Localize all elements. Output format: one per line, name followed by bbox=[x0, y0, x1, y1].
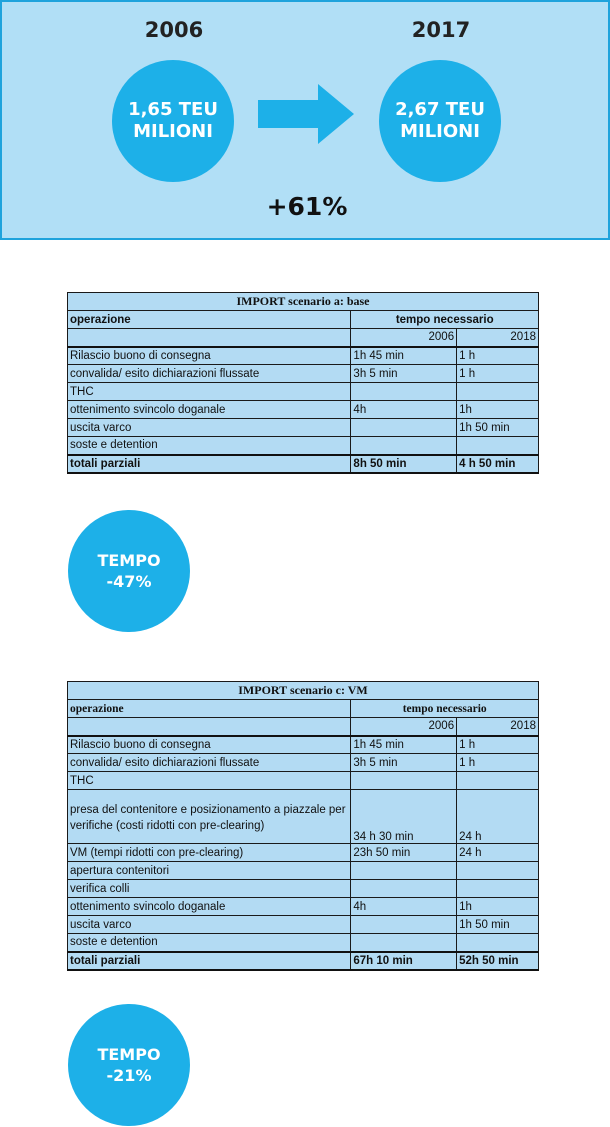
table-title: IMPORT scenario c: VM bbox=[68, 682, 539, 700]
time-cell: 4h bbox=[351, 401, 457, 419]
time-cell: 1 h bbox=[457, 754, 539, 772]
operation-cell: soste e detention bbox=[68, 934, 351, 952]
time-cell: 3h 5 min bbox=[351, 365, 457, 383]
table-row bbox=[68, 401, 539, 419]
teu-2017-unit: MILIONI bbox=[400, 121, 480, 142]
operation-cell: convalida/ esito dichiarazioni flussate bbox=[68, 754, 351, 772]
totals-2018: 52h 50 min bbox=[457, 952, 539, 970]
tempo-c-circle bbox=[68, 1004, 190, 1126]
table-row bbox=[68, 383, 539, 401]
column-header-time: tempo necessario bbox=[351, 700, 539, 718]
table-row bbox=[68, 844, 539, 862]
operation-cell: Rilascio buono di consegna bbox=[68, 347, 351, 365]
tempo-label: TEMPO bbox=[97, 1045, 161, 1064]
time-cell bbox=[351, 419, 457, 437]
time-cell bbox=[457, 437, 539, 455]
empty-cell bbox=[68, 329, 351, 347]
table-row bbox=[68, 916, 539, 934]
year-header: 2006 bbox=[351, 718, 457, 736]
operation-cell: verifica colli bbox=[68, 880, 351, 898]
operation-cell: VM (tempi ridotti con pre-clearing) bbox=[68, 844, 351, 862]
operation-cell: soste e detention bbox=[68, 437, 351, 455]
time-cell: 1h bbox=[457, 401, 539, 419]
operation-cell: THC bbox=[68, 772, 351, 790]
time-cell: 1h 50 min bbox=[457, 916, 539, 934]
tempo-label: TEMPO bbox=[97, 551, 161, 570]
operation-cell: THC bbox=[68, 383, 351, 401]
operation-cell: apertura contenitori bbox=[68, 862, 351, 880]
year-right-label: 2017 bbox=[411, 18, 471, 42]
time-cell bbox=[351, 772, 457, 790]
teu-2017-value: 2,67 TEU bbox=[395, 99, 485, 120]
time-cell bbox=[457, 862, 539, 880]
time-cell: 24 h bbox=[457, 790, 539, 844]
time-cell: 1 h bbox=[457, 365, 539, 383]
time-cell bbox=[351, 383, 457, 401]
time-cell bbox=[457, 880, 539, 898]
table-row bbox=[68, 736, 539, 754]
table-row bbox=[68, 437, 539, 455]
table-row bbox=[68, 772, 539, 790]
time-cell: 1 h bbox=[457, 347, 539, 365]
operation-cell: uscita varco bbox=[68, 419, 351, 437]
time-cell: 1 h bbox=[457, 736, 539, 754]
tempo-percentage: -47% bbox=[106, 572, 152, 591]
table-row bbox=[68, 419, 539, 437]
time-cell bbox=[351, 916, 457, 934]
teu-2006-unit: MILIONI bbox=[133, 121, 213, 142]
import-scenario-c-table bbox=[67, 681, 539, 971]
table-row bbox=[68, 880, 539, 898]
time-cell bbox=[351, 880, 457, 898]
totals-2006: 67h 10 min bbox=[351, 952, 457, 970]
tempo-percentage: -21% bbox=[106, 1066, 152, 1085]
time-cell: 4h bbox=[351, 898, 457, 916]
totals-label: totali parziali bbox=[68, 952, 351, 970]
totals-label: totali parziali bbox=[68, 455, 351, 473]
import-scenario-a-table bbox=[67, 292, 539, 474]
totals-row bbox=[68, 455, 539, 473]
time-cell bbox=[457, 383, 539, 401]
totals-row bbox=[68, 952, 539, 970]
operation-cell: uscita varco bbox=[68, 916, 351, 934]
time-cell: 1h 50 min bbox=[457, 419, 539, 437]
totals-2018: 4 h 50 min bbox=[457, 455, 539, 473]
table-row bbox=[68, 790, 539, 844]
totals-2006: 8h 50 min bbox=[351, 455, 457, 473]
column-header-operation: operazione bbox=[68, 311, 351, 329]
operation-cell: convalida/ esito dichiarazioni flussate bbox=[68, 365, 351, 383]
teu-2006-value: 1,65 TEU bbox=[128, 99, 218, 120]
growth-percentage: +61% bbox=[266, 192, 348, 221]
time-cell bbox=[351, 437, 457, 455]
table-row bbox=[68, 365, 539, 383]
table-row bbox=[68, 934, 539, 952]
year-header: 2018 bbox=[457, 329, 539, 347]
time-cell bbox=[351, 862, 457, 880]
column-header-operation: operazione bbox=[68, 700, 351, 718]
time-cell: 1h bbox=[457, 898, 539, 916]
growth-banner bbox=[0, 0, 610, 240]
time-cell: 24 h bbox=[457, 844, 539, 862]
empty-cell bbox=[68, 718, 351, 736]
time-cell: 3h 5 min bbox=[351, 754, 457, 772]
teu-2017-circle bbox=[379, 60, 501, 182]
time-cell: 34 h 30 min bbox=[351, 790, 457, 844]
table-row bbox=[68, 862, 539, 880]
operation-cell: presa del contenitore e posizionamento a piazzale per verifiche (costi ridotti con pre-clearing) bbox=[68, 790, 351, 844]
year-header: 2006 bbox=[351, 329, 457, 347]
arrow-right-icon bbox=[258, 84, 354, 144]
time-cell: 23h 50 min bbox=[351, 844, 457, 862]
year-left-label: 2006 bbox=[144, 18, 204, 42]
time-cell: 1h 45 min bbox=[351, 736, 457, 754]
time-cell bbox=[457, 772, 539, 790]
time-cell bbox=[457, 934, 539, 952]
table-row bbox=[68, 347, 539, 365]
operation-cell: ottenimento svincolo doganale bbox=[68, 401, 351, 419]
teu-2006-circle bbox=[112, 60, 234, 182]
year-header: 2018 bbox=[457, 718, 539, 736]
table-row bbox=[68, 754, 539, 772]
column-header-time: tempo necessario bbox=[351, 311, 539, 329]
time-cell: 1h 45 min bbox=[351, 347, 457, 365]
operation-cell: Rilascio buono di consegna bbox=[68, 736, 351, 754]
time-cell bbox=[351, 934, 457, 952]
table-row bbox=[68, 898, 539, 916]
tempo-a-circle bbox=[68, 510, 190, 632]
table-title: IMPORT scenario a: base bbox=[68, 293, 539, 311]
operation-cell: ottenimento svincolo doganale bbox=[68, 898, 351, 916]
